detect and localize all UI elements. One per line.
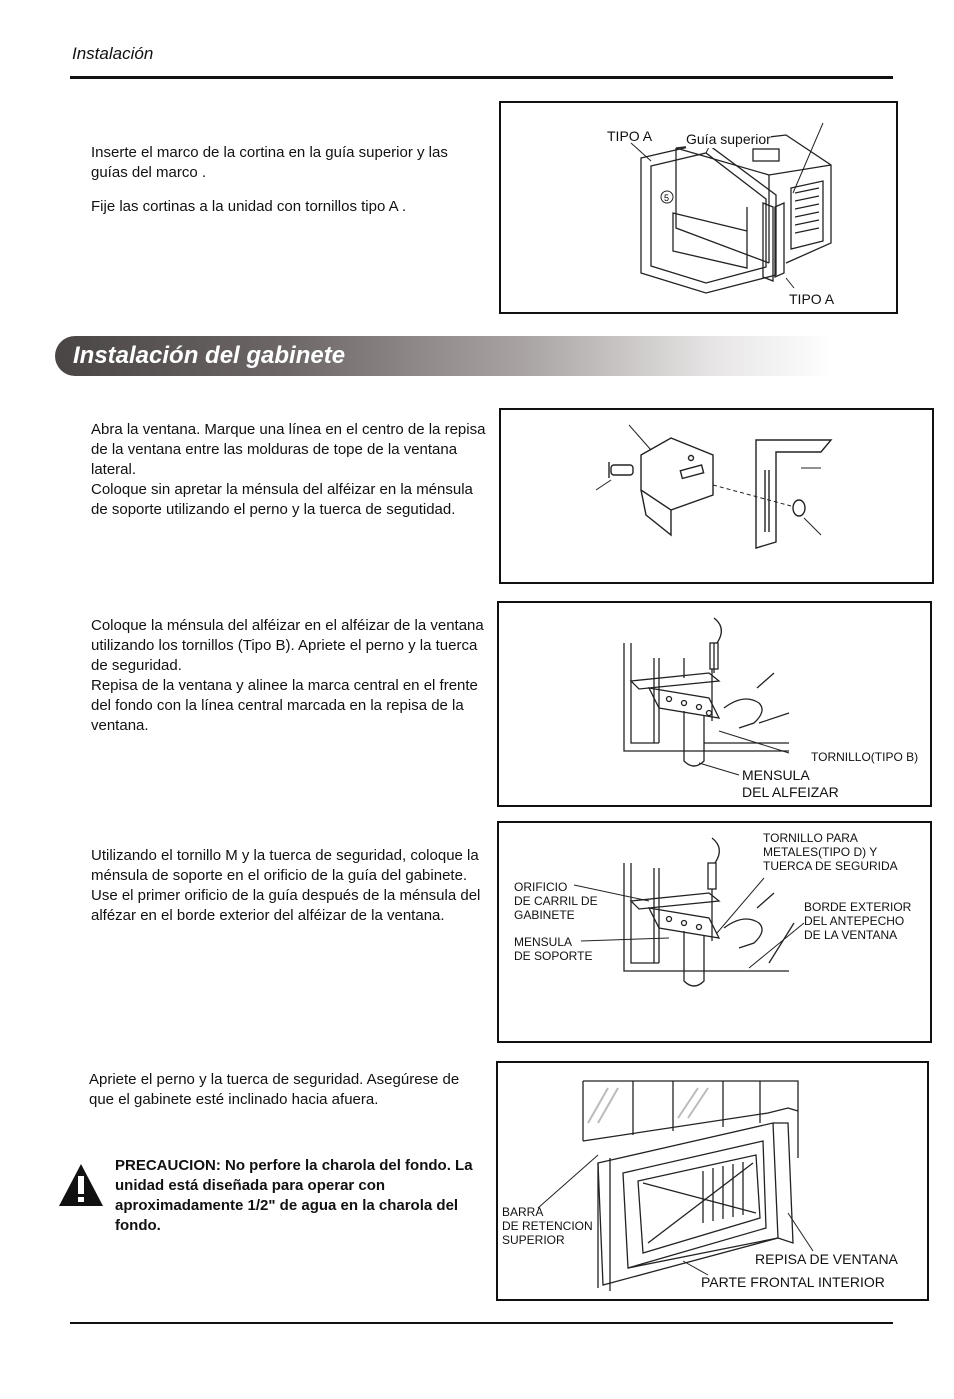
callout-number: 5 (664, 193, 670, 203)
figure-support-bracket (497, 821, 932, 1043)
bracket-assembly-drawing (501, 410, 932, 582)
label-borde-exterior: BORDE EXTERIOR DEL ANTEPECHO DE LA VENTANA (804, 900, 912, 942)
label-tipo-a-top: TIPO A (607, 128, 653, 144)
label-barra-retencion: BARRA DE RETENCION SUPERIOR (502, 1205, 593, 1247)
sill-bracket-drawing (499, 603, 930, 805)
top-instructions (91, 143, 486, 217)
step4-instructions (89, 1070, 479, 1110)
step4-paragraph-1: Apriete el perno y la tuerca de seguridad. Asegúrese de que el gabinete esté inclinado hacia afuera. (89, 1071, 460, 1108)
warning-text: PRECAUCION: No perfore la charola del fondo. La unidad está diseñada para operar con aproximadamente 1/2" de agua en la charola del fondo. (115, 1157, 473, 1234)
label-tornillo-tipo-b: TORNILLO(TIPO B) (811, 750, 919, 764)
label-orificio-carril: ORIFICIO DE CARRIL DE GABINETE (514, 880, 598, 922)
label-guia-superior: Guía superior (686, 131, 771, 147)
step2-paragraph-2: Repisa de la ventana y alinee la marca central en el frente del fondo con la línea central marcada en la repisa de la ventana. (91, 677, 478, 734)
label-mensula-alfeizar: MENSULA DEL ALFEIZAR (742, 767, 839, 800)
label-repisa-ventana: REPISA DE VENTANA (755, 1251, 898, 1267)
figure-cabinet-installed (496, 1061, 929, 1301)
step1-paragraph-2: Coloque sin apretar la ménsula del alféizar en la ménsula de soporte utilizando el perno y la tuerca de segutidad. (91, 481, 473, 518)
label-parte-frontal: PARTE FRONTAL INTERIOR (701, 1274, 885, 1290)
label-tipo-a-bottom: TIPO A (789, 291, 835, 307)
step1-instructions (91, 420, 486, 520)
label-mensula-soporte: MENSULA DE SOPORTE (514, 935, 593, 963)
header-rule (70, 76, 893, 79)
warning-icon (57, 1162, 105, 1208)
section-banner (55, 336, 835, 376)
footer-rule (70, 1322, 893, 1324)
step3-instructions (91, 846, 486, 926)
step2-instructions (91, 616, 486, 736)
page-header-title: Instalación (72, 44, 154, 63)
figure-sill-bracket (497, 601, 932, 807)
label-tornillo-tipo-d: TORNILLO PARA METALES(TIPO D) Y TUERCA DE SEGURIDA (763, 831, 898, 873)
figure-bracket-assembly (499, 408, 934, 584)
step2-paragraph-1: Coloque la ménsula del alféizar en el alféizar de la ventana utilizando los tornillos (Tipo B). Apriete el perno y la tuerca de seguridad. (91, 617, 484, 674)
top-paragraph-1: Inserte el marco de la cortina en la guía superior y las guías del marco . (91, 144, 448, 181)
top-paragraph-2: Fije las cortinas a la unidad con tornillos tipo A . (91, 198, 407, 215)
step3-paragraph-1: Utilizando el tornillo M y la tuerca de seguridad, coloque la ménsula de soporte en el orificio de la guía del gabinete. Use el primer orificio de la guía después de la ménsula del alfézar en el borde exterior del alféizar de la ventana. (91, 847, 481, 924)
step1-paragraph-1: Abra la ventana. Marque una línea en el centro de la repisa de la ventana entre las molduras de tope de la ventana lateral. (91, 421, 486, 478)
section-title: Instalación del gabinete (73, 342, 346, 369)
figure-curtain-install (499, 101, 898, 314)
